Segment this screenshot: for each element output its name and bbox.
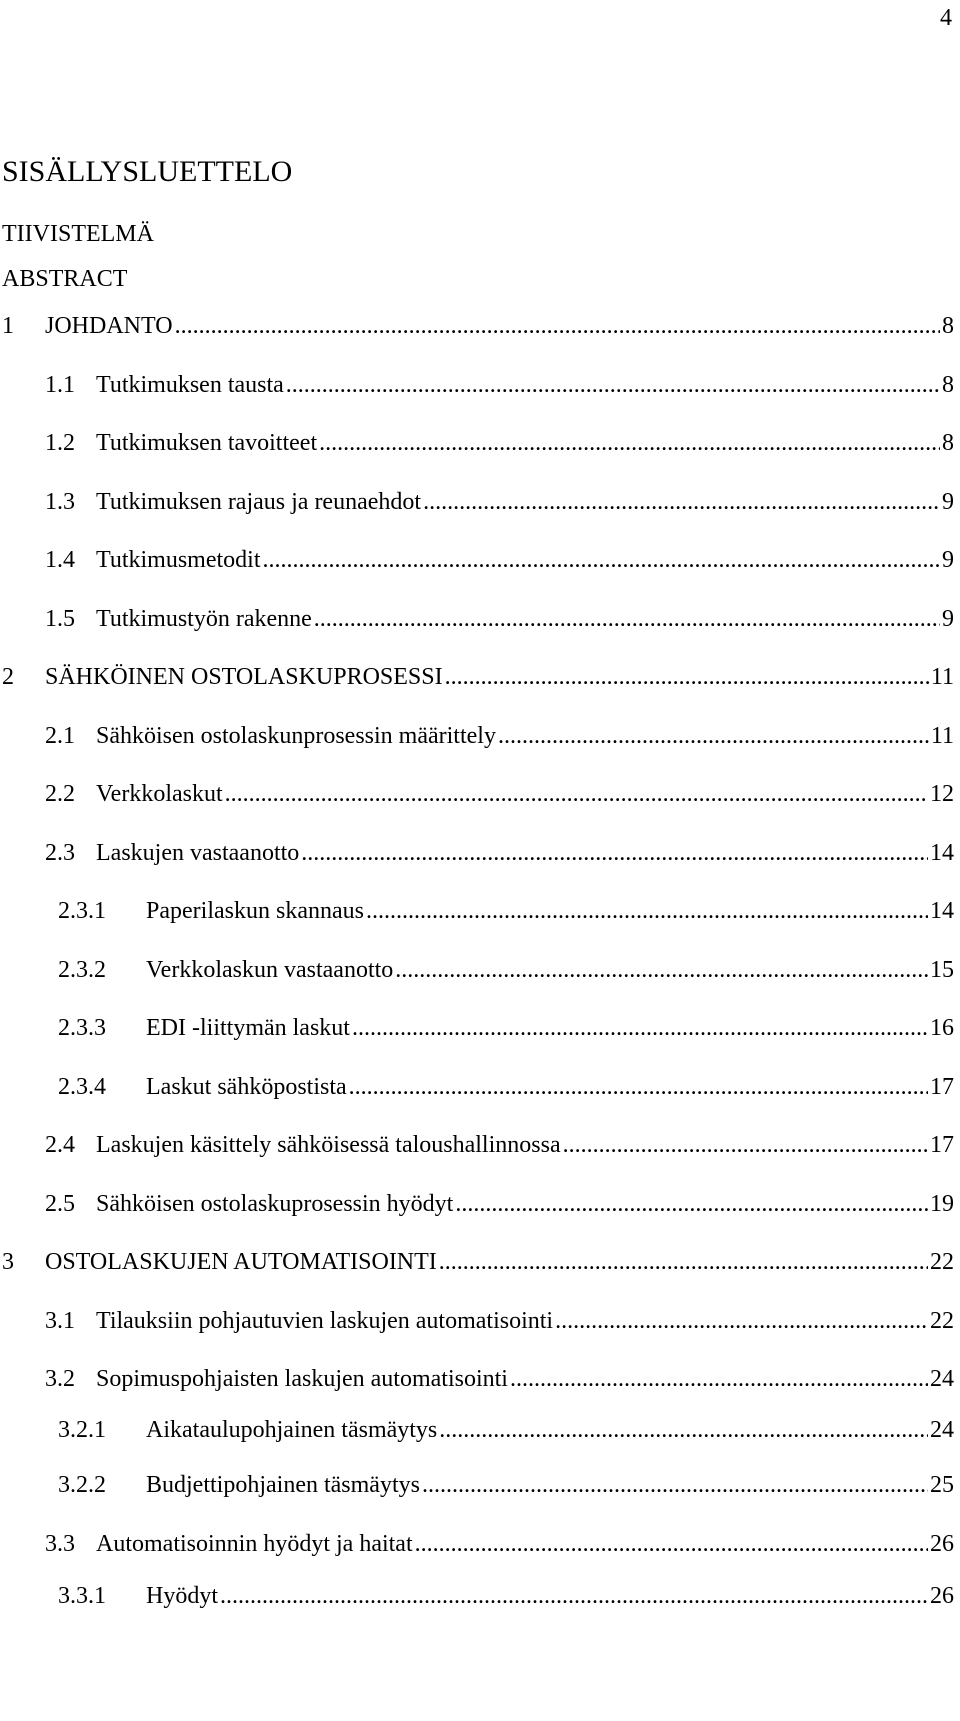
toc-entry-number: 2.4 — [45, 1132, 75, 1158]
toc-entry-number: 3.2.2 — [58, 1472, 106, 1498]
toc-entry[interactable] — [0, 1130, 956, 1160]
toc-entry-label: Tilauksiin pohjautuvien laskujen automatisointi — [96, 1308, 554, 1334]
toc-leader-dots — [498, 721, 929, 751]
toc-front-matter-tiivistelma: TIIVISTELMÄ — [2, 221, 154, 247]
toc-entry[interactable] — [0, 955, 956, 985]
toc-entry-number: 2.5 — [45, 1191, 75, 1217]
toc-entry-number: 1.1 — [45, 372, 75, 398]
toc-entry-label: Aikataulupohjainen täsmäytys — [146, 1417, 438, 1443]
toc-entry[interactable] — [0, 838, 956, 868]
toc-entry-number: 3.3.1 — [58, 1583, 106, 1609]
toc-entry-number: 2.3.4 — [58, 1074, 106, 1100]
toc-entry[interactable] — [0, 1470, 956, 1500]
toc-entry-page: 9 — [942, 547, 954, 573]
toc-leader-dots — [510, 1364, 928, 1394]
toc-leader-dots — [439, 1247, 928, 1277]
toc-entry-page: 19 — [930, 1191, 954, 1217]
toc-entry-number: 2.3.1 — [58, 898, 106, 924]
toc-entry-page: 17 — [930, 1132, 954, 1158]
toc-leader-dots — [395, 955, 928, 985]
toc-entry-number: 2 — [2, 664, 14, 690]
toc-leader-dots — [555, 1306, 928, 1336]
toc-leader-dots — [423, 487, 940, 517]
toc-entry[interactable] — [0, 1415, 956, 1445]
toc-entry[interactable] — [0, 604, 956, 634]
toc-leader-dots — [352, 1013, 928, 1043]
toc-entry[interactable] — [0, 428, 956, 458]
toc-entry-number: 1 — [2, 313, 14, 339]
toc-leader-dots — [262, 545, 940, 575]
page-number: 4 — [940, 5, 952, 31]
toc-entry[interactable] — [0, 311, 956, 341]
toc-entry-label: Laskut sähköpostista — [146, 1074, 347, 1100]
toc-entry-label: Laskujen käsittely sähköisessä taloushallinnossa — [96, 1132, 561, 1158]
toc-entry-page: 14 — [930, 840, 954, 866]
toc-entry[interactable] — [0, 487, 956, 517]
toc-entry-page: 15 — [930, 957, 954, 983]
toc-entry-label: Sähköisen ostolaskunprosessin määrittely — [96, 723, 496, 749]
toc-entry[interactable] — [0, 545, 956, 575]
toc-entry-page: 8 — [942, 430, 954, 456]
toc-leader-dots — [319, 428, 940, 458]
toc-entry-label: Tutkimusmetodit — [96, 547, 261, 573]
toc-entry-number: 2.3.3 — [58, 1015, 106, 1041]
toc-entry-page: 8 — [942, 313, 954, 339]
toc-entry-page: 16 — [930, 1015, 954, 1041]
toc-entry-page: 8 — [942, 372, 954, 398]
toc-entry-label: OSTOLASKUJEN AUTOMATISOINTI — [45, 1249, 437, 1275]
page-title: SISÄLLYSLUETTELO — [2, 155, 293, 188]
toc-entry-number: 2.1 — [45, 723, 75, 749]
toc-entry-number: 2.3 — [45, 840, 75, 866]
toc-entry-label: Verkkolaskut — [96, 781, 223, 807]
toc-entry-page: 17 — [930, 1074, 954, 1100]
toc-entry-number: 1.4 — [45, 547, 75, 573]
toc-leader-dots — [301, 838, 928, 868]
toc-entry-label: JOHDANTO — [45, 313, 173, 339]
toc-entry-label: Tutkimustyön rakenne — [96, 606, 312, 632]
toc-leader-dots — [455, 1189, 928, 1219]
toc-entry-page: 9 — [942, 606, 954, 632]
toc-entry-page: 25 — [930, 1472, 954, 1498]
toc-entry-label: Tutkimuksen tavoitteet — [96, 430, 318, 456]
toc-leader-dots — [175, 311, 940, 341]
toc-entry-number: 1.5 — [45, 606, 75, 632]
toc-leader-dots — [422, 1470, 928, 1500]
toc-entry[interactable] — [0, 1189, 956, 1219]
toc-entry-number: 3.3 — [45, 1531, 75, 1557]
toc-entry[interactable] — [0, 896, 956, 926]
toc-entry-page: 9 — [942, 489, 954, 515]
toc-entry[interactable] — [0, 1013, 956, 1043]
toc-entry-label: SÄHKÖINEN OSTOLASKUPROSESSI — [45, 664, 443, 690]
toc-leader-dots — [314, 604, 940, 634]
toc-entry-page: 24 — [930, 1366, 954, 1392]
toc-entry-label: Laskujen vastaanotto — [96, 840, 300, 866]
toc-front-matter-abstract: ABSTRACT — [2, 266, 128, 292]
toc-entry-page: 24 — [930, 1417, 954, 1443]
toc-entry[interactable] — [0, 779, 956, 809]
toc-entry-label: Verkkolaskun vastaanotto — [146, 957, 394, 983]
toc-entry-label: EDI -liittymän laskut — [146, 1015, 350, 1041]
toc-entry-page: 22 — [930, 1308, 954, 1334]
toc-entry-number: 3.2.1 — [58, 1417, 106, 1443]
toc-entry-page: 26 — [930, 1583, 954, 1609]
toc-entry-page: 11 — [930, 664, 954, 690]
toc-entry-number: 2.3.2 — [58, 957, 106, 983]
toc-entry-number: 1.3 — [45, 489, 75, 515]
toc-entry-page: 26 — [930, 1531, 954, 1557]
toc-leader-dots — [225, 779, 928, 809]
toc-entry-label: Budjettipohjainen täsmäytys — [146, 1472, 420, 1498]
toc-entry-page: 12 — [930, 781, 954, 807]
toc-entry-label: Tutkimuksen rajaus ja reunaehdot — [96, 489, 422, 515]
toc-entry[interactable] — [0, 1072, 956, 1102]
toc-entry-label: Sopimuspohjaisten laskujen automatisointi — [96, 1366, 508, 1392]
toc-leader-dots — [220, 1581, 928, 1611]
toc-entry-label: Paperilaskun skannaus — [146, 898, 364, 924]
toc-entry-number: 3.1 — [45, 1308, 75, 1334]
toc-entry-label: Tutkimuksen tausta — [96, 372, 284, 398]
toc-entry[interactable] — [0, 1364, 956, 1394]
toc-entry[interactable] — [0, 721, 956, 751]
toc-entry[interactable] — [0, 662, 956, 692]
toc-entry-label: Hyödyt — [146, 1583, 218, 1609]
toc-leader-dots — [445, 662, 929, 692]
toc-leader-dots — [439, 1415, 928, 1445]
toc-leader-dots — [349, 1072, 928, 1102]
toc-leader-dots — [415, 1529, 928, 1559]
toc-entry-page: 22 — [930, 1249, 954, 1275]
toc-entry[interactable] — [0, 1247, 956, 1277]
toc-leader-dots — [366, 896, 928, 926]
toc-leader-dots — [563, 1130, 928, 1160]
toc-entry-number: 3 — [2, 1249, 14, 1275]
toc-entry-number: 3.2 — [45, 1366, 75, 1392]
toc-entry-label: Automatisoinnin hyödyt ja haitat — [96, 1531, 413, 1557]
toc-entry-page: 11 — [930, 723, 954, 749]
toc-entry[interactable] — [0, 1581, 956, 1611]
toc-leader-dots — [286, 370, 940, 400]
toc-entry-label: Sähköisen ostolaskuprosessin hyödyt — [96, 1191, 454, 1217]
toc-entry-number: 1.2 — [45, 430, 75, 456]
toc-entry[interactable] — [0, 1306, 956, 1336]
toc-entry-page: 14 — [930, 898, 954, 924]
toc-entry[interactable] — [0, 370, 956, 400]
toc-entry[interactable] — [0, 1529, 956, 1559]
toc-entry-number: 2.2 — [45, 781, 75, 807]
